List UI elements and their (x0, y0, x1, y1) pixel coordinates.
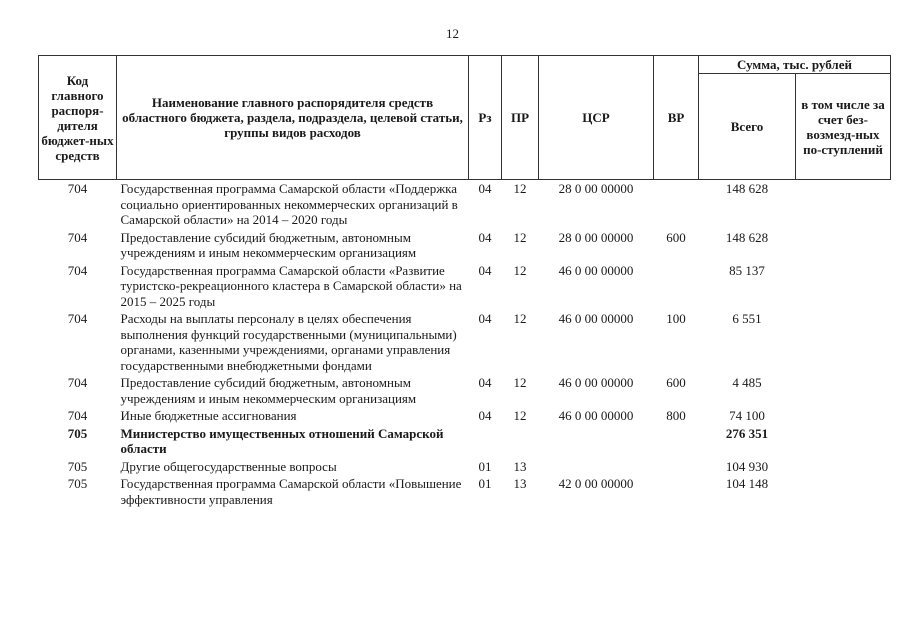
cell-code: 704 (67, 311, 88, 326)
cell-total: 148 628 (725, 229, 769, 245)
cell-vr: 100 (666, 311, 686, 326)
cell-free (796, 310, 891, 374)
header-free: в том числе за счет без-возмезд-ных по-ступлений (796, 74, 891, 180)
cell-csr: 28 0 00 00000 (558, 181, 634, 196)
cell-name: Министерство имущественных отношений Самарской области (120, 425, 444, 456)
cell-total: 4 485 (732, 375, 762, 390)
cell-csr (539, 425, 654, 458)
cell-code: 704 (67, 229, 88, 245)
header-rz: Рз (469, 56, 502, 180)
table-row (39, 374, 891, 407)
cell-name: Государственная программа Самарской области «Поддержка социально ориентированных некоммерческих организаций в Самарской области» на 2014 – 2020 годы (120, 181, 458, 227)
header-csr: ЦСР (539, 56, 654, 180)
cell-total: 85 137 (729, 262, 765, 278)
cell-csr: 46 0 00 00000 (558, 408, 634, 423)
cell-vr: 800 (666, 408, 686, 423)
cell-total: 148 628 (725, 181, 769, 196)
cell-pr: 12 (513, 262, 527, 278)
table-row (39, 229, 891, 262)
cell-vr (654, 475, 699, 508)
cell-pr: 12 (513, 408, 527, 423)
header-total: Всего (699, 74, 796, 180)
cell-total: 104 148 (725, 476, 769, 491)
table-body (39, 180, 891, 509)
table-row (39, 425, 891, 458)
cell-rz (469, 425, 502, 458)
cell-name: Предоставление субсидий бюджетным, автономным учреждениям и иным некоммерческим организациям (120, 375, 417, 406)
cell-free (796, 229, 891, 262)
cell-name: Государственная программа Самарской области «Повышение эффективности управления (120, 476, 462, 507)
cell-free (796, 425, 891, 458)
cell-rz: 04 (478, 262, 492, 278)
cell-vr: 600 (666, 375, 686, 390)
cell-pr (502, 425, 539, 458)
cell-vr (654, 425, 699, 458)
header-code: Код главного распоря-дителя бюджет-ных средств (39, 56, 117, 180)
cell-rz: 04 (478, 311, 492, 326)
cell-csr: 46 0 00 00000 (558, 311, 634, 326)
cell-name: Предоставление субсидий бюджетным, автономным учреждениям и иным некоммерческим организациям (120, 229, 417, 260)
cell-free (796, 475, 891, 508)
header-name: Наименование главного распорядителя средств областного бюджета, раздела, подраздела, целевой статьи, группы видов расходов (117, 56, 469, 180)
cell-vr (654, 262, 699, 311)
cell-pr: 13 (513, 458, 527, 474)
cell-vr (654, 180, 699, 229)
cell-code: 705 (67, 458, 88, 474)
cell-rz: 04 (478, 408, 492, 423)
cell-name: Расходы на выплаты персоналу в целях обеспечения выполнения функций государственными (муниципальными) органами, казенными учреждениями, органами управления государственными внебюджетными фондами (120, 311, 457, 373)
cell-free (796, 262, 891, 311)
cell-free (796, 458, 891, 476)
page-number: 12 (446, 26, 459, 41)
cell-rz: 04 (478, 181, 492, 196)
cell-vr: 600 (666, 229, 686, 245)
cell-name: Другие общегосударственные вопросы (120, 458, 337, 474)
cell-name: Государственная программа Самарской области «Развитие туристско-рекреационного кластера в Самарской области» на 2015 – 2025 годы (120, 262, 462, 309)
cell-rz: 01 (478, 476, 492, 491)
header-sum: Сумма, тыс. рублей (699, 56, 891, 74)
cell-free (796, 180, 891, 229)
cell-code: 705 (67, 476, 88, 491)
cell-rz: 04 (478, 229, 492, 245)
table-row (39, 475, 891, 508)
cell-csr: 46 0 00 00000 (558, 375, 634, 390)
table-row (39, 180, 891, 229)
cell-rz: 01 (478, 458, 492, 474)
cell-vr (654, 458, 699, 476)
cell-csr (539, 458, 654, 476)
cell-code: 705 (67, 425, 88, 441)
cell-total: 74 100 (729, 408, 765, 423)
budget-table (38, 55, 891, 508)
cell-name: Иные бюджетные ассигнования (120, 408, 297, 423)
cell-pr: 12 (513, 229, 527, 245)
cell-code: 704 (67, 181, 88, 196)
cell-free (796, 407, 891, 425)
table-row (39, 310, 891, 374)
table-row (39, 262, 891, 311)
cell-code: 704 (67, 408, 88, 423)
cell-csr: 42 0 00 00000 (558, 476, 634, 491)
cell-total: 6 551 (732, 311, 762, 326)
cell-csr: 28 0 00 00000 (558, 229, 634, 245)
cell-pr: 12 (513, 375, 527, 390)
cell-csr: 46 0 00 00000 (558, 262, 634, 278)
cell-code: 704 (67, 262, 88, 278)
cell-pr: 12 (513, 311, 527, 326)
table-row (39, 458, 891, 476)
table-row (39, 407, 891, 425)
cell-total: 104 930 (725, 458, 769, 474)
header-vr: ВР (654, 56, 699, 180)
cell-pr: 13 (513, 476, 527, 491)
cell-rz: 04 (478, 375, 492, 390)
header-pr: ПР (502, 56, 539, 180)
cell-free (796, 374, 891, 407)
cell-pr: 12 (513, 181, 527, 196)
cell-total: 276 351 (725, 425, 769, 441)
cell-code: 704 (67, 375, 88, 390)
